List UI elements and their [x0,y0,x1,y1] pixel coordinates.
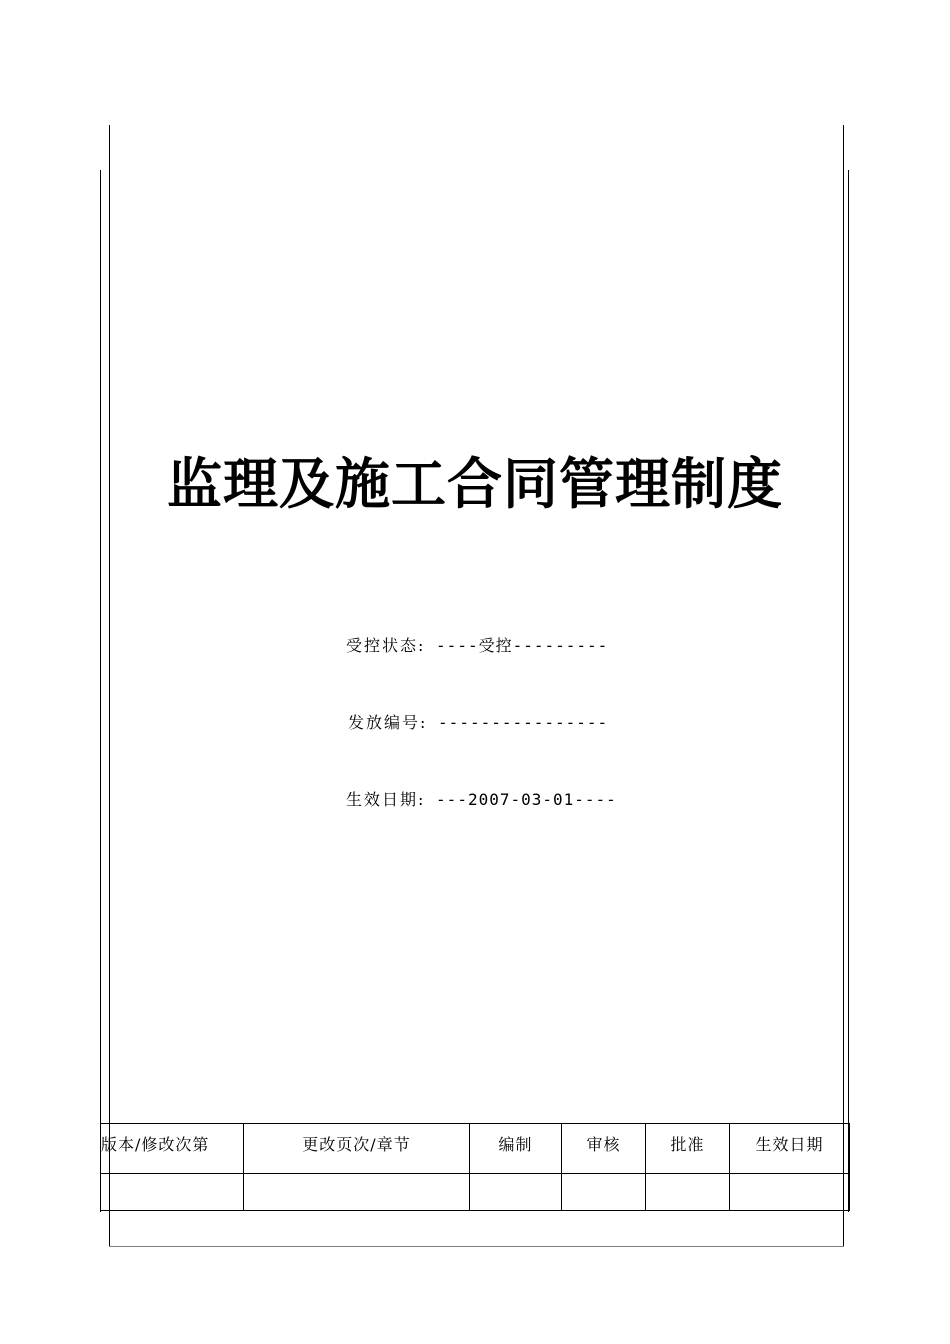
distribution-number-label: 发放编号: [348,713,428,732]
header-effective-date: 生效日期 [730,1124,850,1174]
document-title: 监理及施工合同管理制度 [166,451,783,516]
table-cell[interactable] [562,1174,646,1211]
table-header-row [101,1124,850,1174]
header-approved: 批准 [646,1124,730,1174]
control-status-field [346,633,608,656]
header-prepared: 编制 [470,1124,562,1174]
right-inner-border [843,125,844,1247]
left-inner-border [109,125,110,1247]
control-status-label: 受控状态: [346,636,426,655]
table-cell[interactable] [646,1174,730,1211]
control-status-value: ----受控--------- [436,636,609,655]
right-outer-border [848,170,849,1212]
distribution-number-value: ---------------- [438,713,609,732]
header-reviewed: 审核 [562,1124,646,1174]
left-outer-border [100,170,101,1212]
revision-table [100,1123,850,1211]
effective-date-value: ---2007-03-01---- [436,790,617,809]
table-cell[interactable] [101,1174,244,1211]
table-cell[interactable] [730,1174,850,1211]
header-version: 版本/修改次第 [101,1124,244,1174]
header-changed-pages: 更改页次/章节 [244,1124,470,1174]
distribution-number-field [348,710,608,733]
bottom-frame-line [109,1246,844,1247]
table-cell[interactable] [470,1174,562,1211]
table-row [101,1174,850,1211]
effective-date-field [346,787,617,810]
effective-date-label: 生效日期: [346,790,426,809]
table-cell[interactable] [244,1174,470,1211]
